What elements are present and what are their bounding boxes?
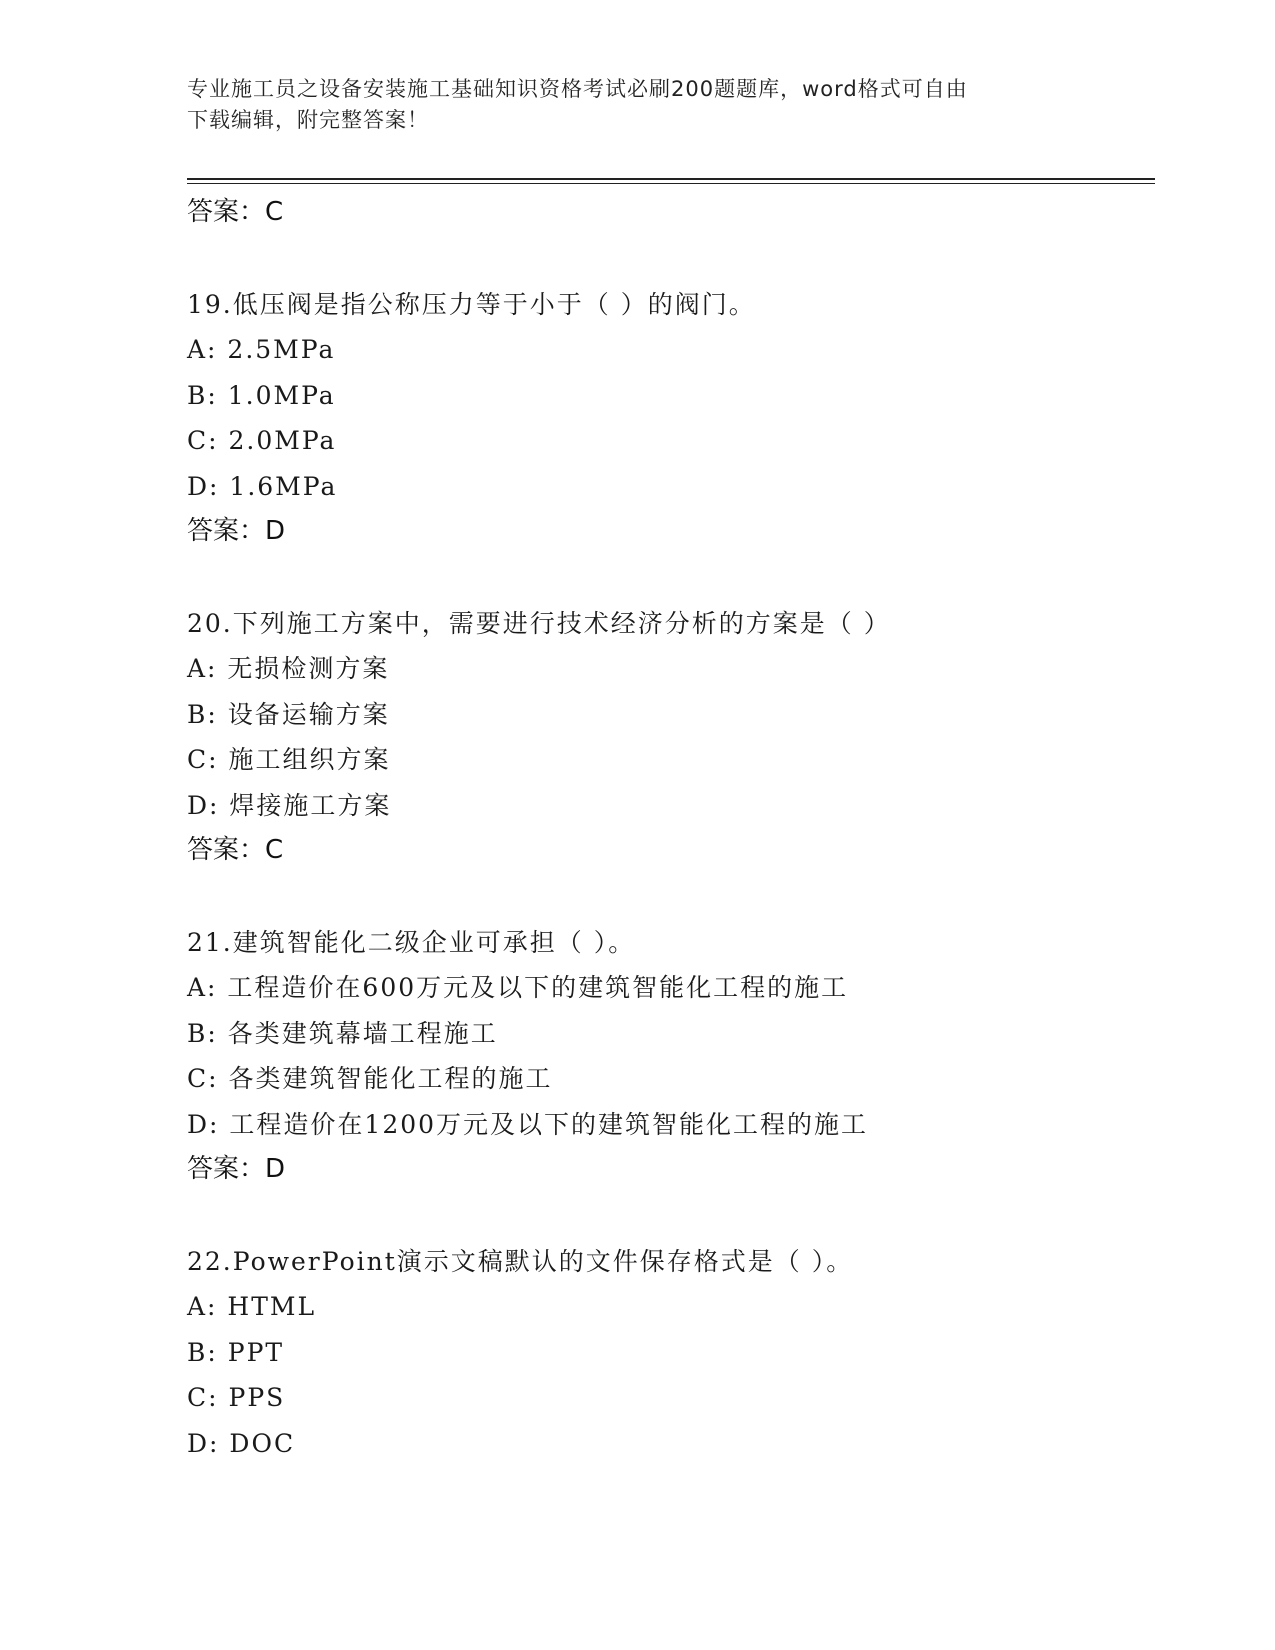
option-19-d: D: 1.6MPa [187, 471, 338, 501]
option-21-b: B: 各类建筑幕墙工程施工 [187, 1018, 498, 1048]
question-21: 21.建筑智能化二级企业可承担（ ）。 [187, 928, 636, 957]
option-20-d: D: 焊接施工方案 [187, 790, 392, 820]
answer-21: 答案：D [187, 1154, 286, 1184]
option-19-c: C: 2.0MPa [187, 426, 337, 455]
header-line-1: 专业施工员之设备安装施工基础知识资格考试必刷200题题库，word格式可自由 [187, 77, 968, 101]
option-21-a: A: 工程造价在600万元及以下的建筑智能化工程的施工 [187, 973, 849, 1002]
option-22-a: A: HTML [187, 1292, 317, 1321]
option-20-a: A: 无损检测方案 [187, 654, 390, 683]
option-21-d: D: 工程造价在1200万元及以下的建筑智能化工程的施工 [187, 1109, 869, 1139]
answer-20: 答案：C [187, 835, 284, 865]
question-list [187, 190, 1147, 1466]
header-line-2: 下载编辑，附完整答案！ [187, 108, 429, 132]
previous-answer: 答案：C [187, 197, 284, 227]
option-22-b: B: PPT [187, 1337, 285, 1367]
option-20-c: C: 施工组织方案 [187, 745, 391, 774]
header-divider-thin [187, 183, 1155, 184]
document-header [187, 74, 1067, 136]
option-20-b: B: 设备运输方案 [187, 699, 390, 729]
question-19: 19.低压阀是指公称压力等于小于（ ）的阀门。 [187, 290, 756, 319]
option-22-c: C: PPS [187, 1383, 286, 1412]
header-divider-thick [187, 178, 1155, 180]
option-19-b: B: 1.0MPa [187, 380, 336, 410]
option-21-c: C: 各类建筑智能化工程的施工 [187, 1064, 553, 1093]
answer-19: 答案：D [187, 516, 286, 546]
question-20: 20.下列施工方案中，需要进行技术经济分析的方案是（ ） [187, 609, 891, 638]
option-22-d: D: DOC [187, 1428, 296, 1458]
question-22: 22.PowerPoint演示文稿默认的文件保存格式是（ ）。 [187, 1247, 854, 1276]
option-19-a: A: 2.5MPa [187, 335, 336, 364]
